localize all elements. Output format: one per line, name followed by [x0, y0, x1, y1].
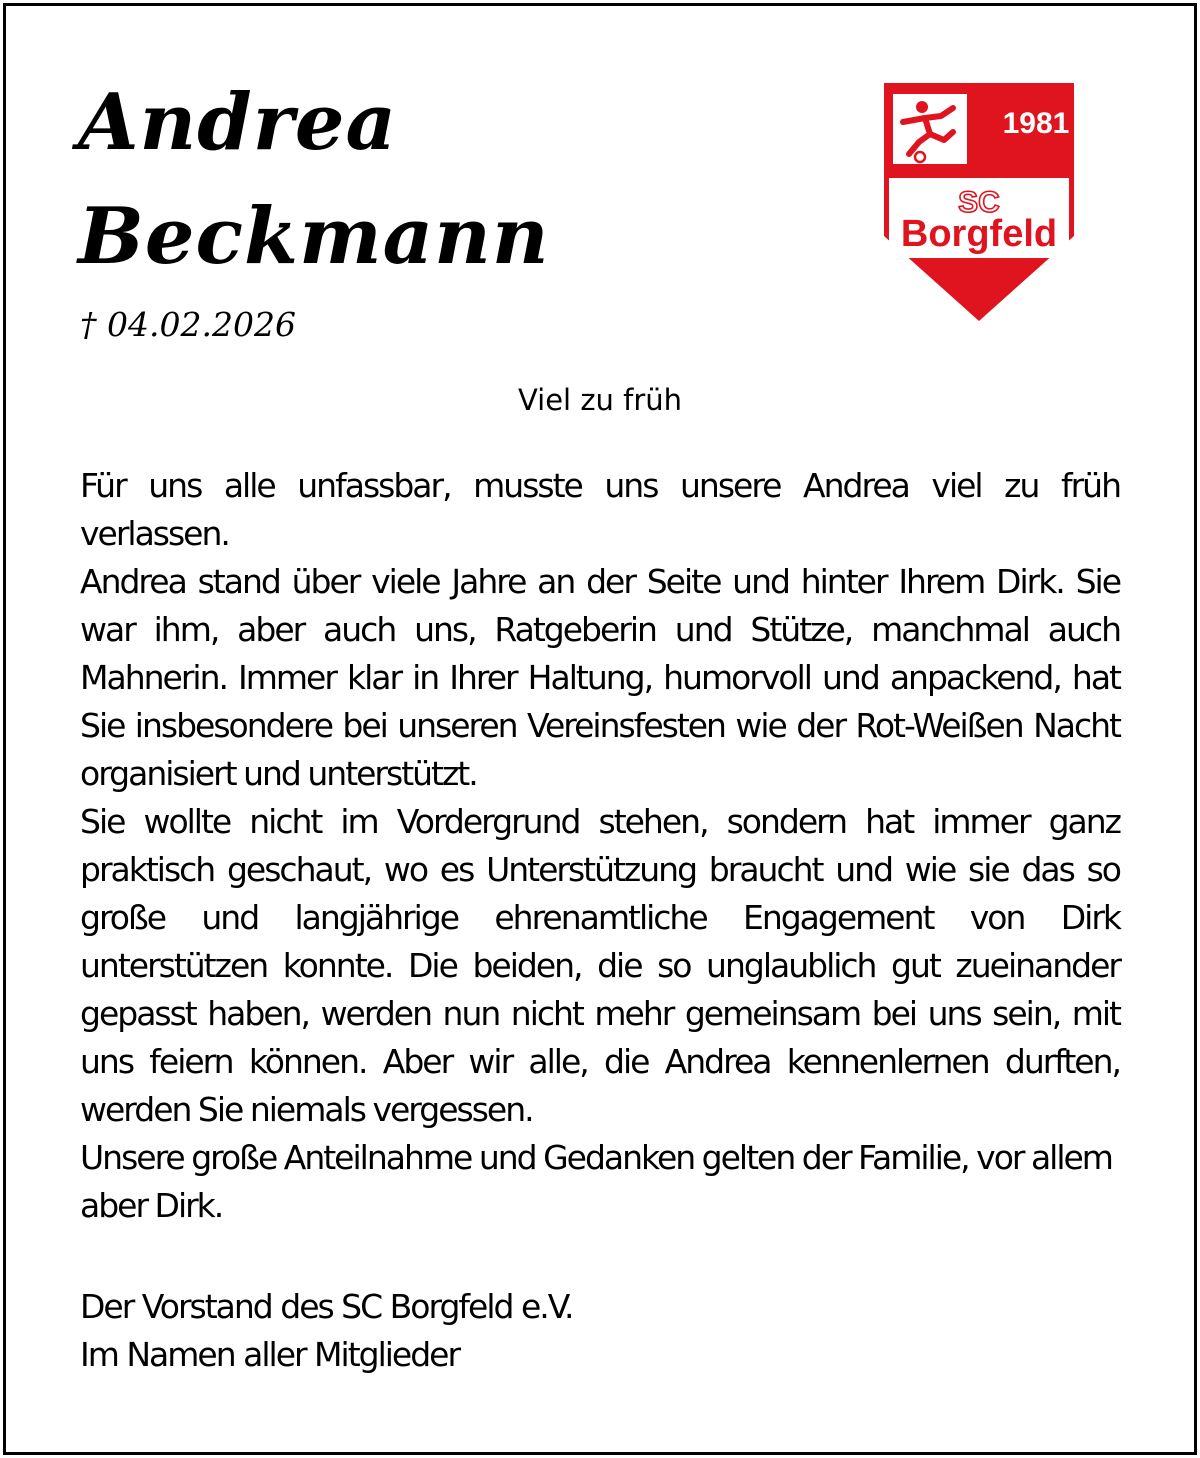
body-paragraph: Sie wollte nicht im Vordergrund stehen, sondern hat immer ganz praktisch geschaut, wo es Unterstützung braucht und wie sie das so große und langjährige ehrenamtliche Engagement von Dirk unterstützen konnte. Die beiden, die so unglaublich gut zueinander gepasst haben, werden nun nicht mehr gemeinsam bei uns sein, mit uns feiern können. Aber wir alle, die Andrea kennenlernen durften, werden Sie niemals vergessen.	[80, 802, 1120, 1129]
name-first: Andrea	[78, 77, 398, 168]
club-logo	[881, 80, 1077, 324]
obituary-body	[80, 462, 1120, 1230]
body-paragraph: Unsere große Anteilnahme und Gedanken gelten der Familie, vor allem aber Dirk.	[80, 1138, 1112, 1225]
logo-club-name: Borgfeld	[900, 213, 1058, 255]
signature-line-1: Der Vorstand des SC Borgfeld e.V.	[80, 1287, 573, 1326]
body-paragraph: Andrea stand über viele Jahre an der Seite und hinter Ihrem Dirk. Sie war ihm, aber auch uns, Ratgeberin und Stütze, manchmal auch Mahnerin. Immer klar in Ihrer Haltung, humorvoll und anpackend, hat Sie insbesondere bei unseren Vereinsfesten wie der Rot-Weißen Nacht organisiert und unterstützt.	[80, 562, 1120, 793]
obituary-heading: Viel zu früh	[517, 383, 683, 417]
death-date: † 04.02.2026	[80, 305, 296, 344]
signature-line-2: Im Namen aller Mitglieder	[80, 1335, 460, 1374]
name-last: Beckmann	[78, 191, 550, 282]
logo-abbrev: SC	[958, 186, 1000, 219]
body-paragraph: Für uns alle unfassbar, musste uns unsere Andrea viel zu früh verlassen.	[80, 466, 1120, 553]
signature	[80, 1283, 573, 1379]
logo-year: 1981	[1002, 107, 1070, 140]
